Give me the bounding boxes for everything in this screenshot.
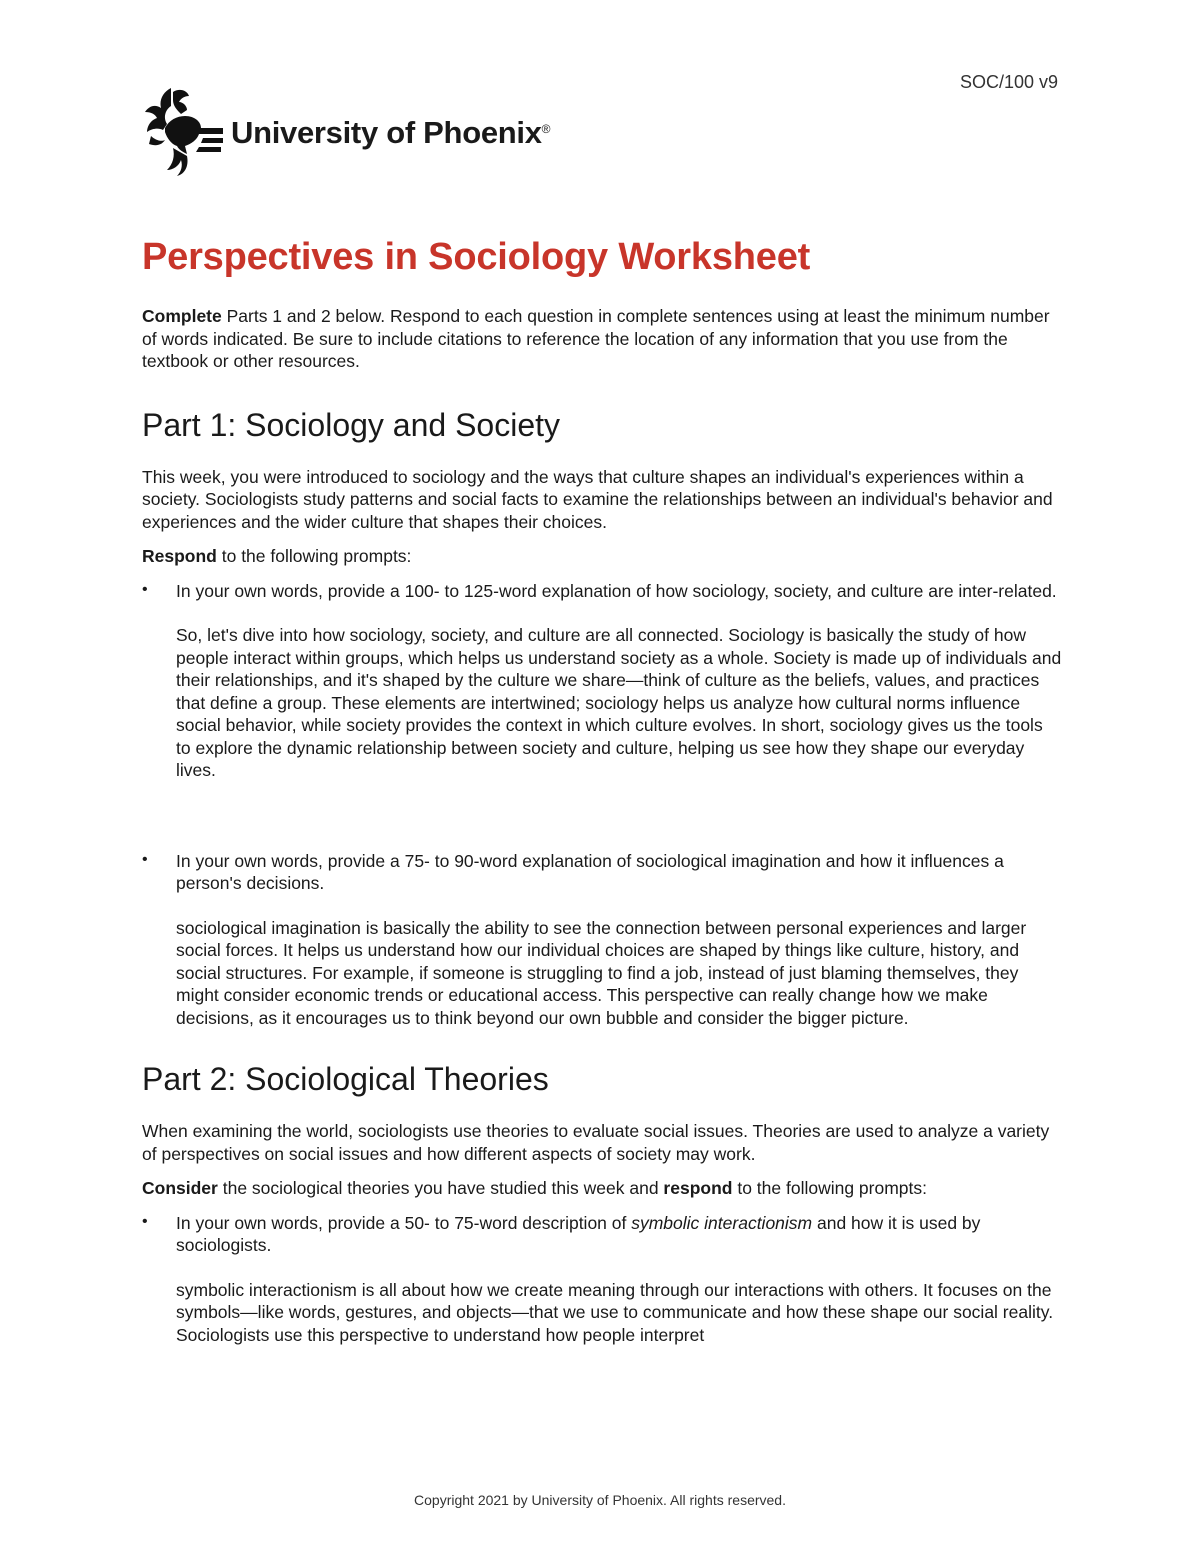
course-code: SOC/100 v9 [959, 72, 1058, 92]
copyright-footer: Copyright 2021 by University of Phoenix. All rights reserved. [414, 1492, 786, 1508]
part2-description: When examining the world, sociologists use theories to evaluate social issues. Theories are used to analyze a variety of perspectives on social issues and how different aspects of society may work. [142, 1121, 1050, 1164]
prompt-item [142, 1212, 1062, 1347]
bullet-icon: • [142, 1212, 148, 1230]
worksheet-title: Perspectives in Sociology Worksheet [142, 236, 811, 278]
prompt-item [142, 580, 1062, 782]
answer-text: sociological imagination is basically the ability to see the connection between personal experiences and larger social forces. It helps us understand how our individual choices are shaped by things like culture, history, and social structures. For example, if someone is struggling to find a job, instead of just blaming themselves, they might consider economic trends or educational access. This perspective can really change how we make decisions, as it encourages us to think beyond our own bubble and consider the bigger picture. [176, 917, 1027, 1028]
prompt-text: In your own words, provide a 100- to 125-word explanation of how sociology, society, and culture are inter-related. [176, 580, 1057, 601]
university-logo [143, 84, 550, 178]
part1-prompts [142, 580, 1062, 1030]
part1-respond-instruction: Respond to the following prompts: [142, 546, 412, 566]
answer-text: symbolic interactionism is all about how we create meaning through our interactions with others. It focuses on the symbols—like words, gestures, and objects—that we use to communicate and how these shape our social reality. Sociologists use this perspective to understand how people interpret [176, 1279, 1054, 1345]
part2-prompts [142, 1212, 1062, 1347]
logo-wordmark: University of Phoenix® [231, 115, 551, 150]
phoenix-bird-icon [143, 84, 225, 178]
answer-text: So, let's dive into how sociology, society, and culture are all connected. Sociology is basically the study of how people interact within groups, which helps us understand society as a whole. Society is made up of individuals and their relationships, and it's shaped by the culture we share—think of culture as the beliefs, values, and practices that define a group. These elements are intertwined; sociology helps us analyze how cultural norms influence social behavior, while society provides the context in which culture evolves. In short, sociology gives us the tools to explore the dynamic relationship between society and culture, helping us see how they shape our everyday lives. [176, 625, 1062, 780]
bullet-icon: • [142, 850, 148, 868]
bullet-icon: • [142, 580, 148, 598]
part1-description: This week, you were introduced to sociology and the ways that culture shapes an individual's experiences within a society. Sociologists study patterns and social facts to examine the relationships between an individual's behavior and experiences and the wider culture that shapes their choices. [142, 466, 1053, 532]
prompt-item [142, 850, 1062, 1030]
intro-paragraph: Complete Parts 1 and 2 below. Respond to each question in complete sentences using at least the minimum number of words indicated. Be sure to include citations to reference the location of any information that you use from the textbook or other resources. [142, 306, 1050, 371]
prompt-text: In your own words, provide a 50- to 75-word description of symbolic interactionism and how it is used by sociologists. [176, 1212, 981, 1255]
part1-heading: Part 1: Sociology and Society [142, 406, 561, 443]
prompt-text: In your own words, provide a 75- to 90-word explanation of sociological imagination and how it influences a person's decisions. [176, 850, 1004, 893]
part2-consider-instruction: Consider the sociological theories you have studied this week and respond to the following prompts: [142, 1178, 928, 1198]
worksheet-body [142, 236, 1062, 1346]
part2-heading: Part 2: Sociological Theories [142, 1061, 549, 1097]
